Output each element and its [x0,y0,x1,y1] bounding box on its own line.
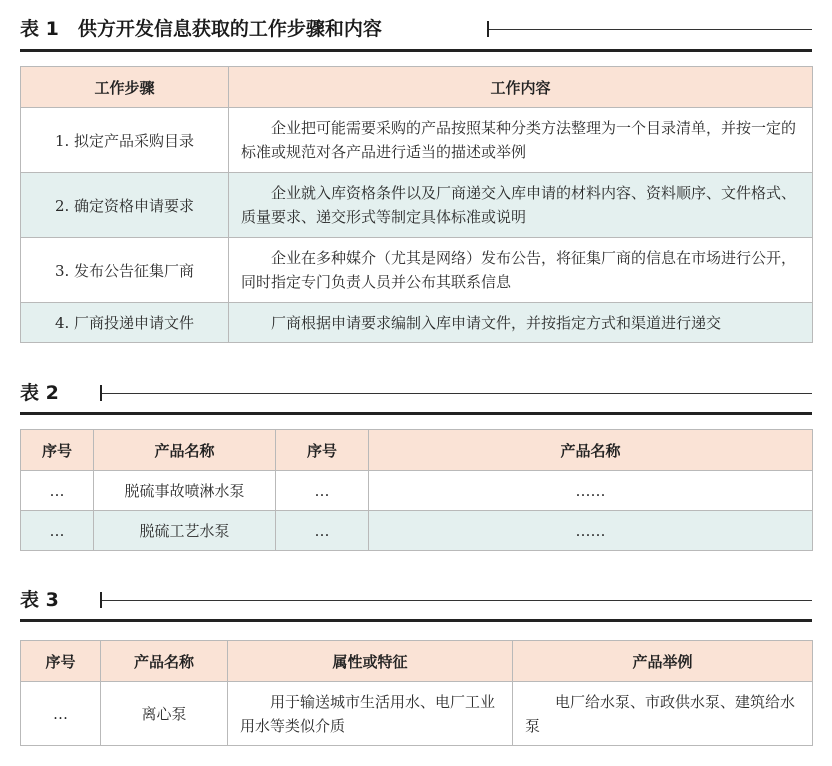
table3-cell: 用于输送城市生活用水、电厂工业用水等类似介质 [228,682,513,746]
table1-section [20,14,812,332]
table2-cell: … [276,511,369,551]
table3-header-row [21,641,813,682]
table3-title: 表 3 [20,589,59,611]
table3 [20,640,813,746]
table2-header-row [21,430,813,471]
table2-top-rule [20,412,812,415]
table2-header-name-2: 产品名称 [369,430,813,471]
table3-section [20,585,812,735]
table2-cell: … [21,511,94,551]
table3-cell: 离心泵 [101,682,228,746]
table1-header-content: 工作内容 [229,67,813,108]
table1-content-cell: 企业就入库资格条件以及厂商递交入库申请的材料内容、资料顺序、文件格式、质量要求、递交形式等制定具体标准或说明 [229,173,813,238]
table-row [21,173,813,238]
table1 [20,66,813,343]
table2-cell: … [21,471,94,511]
table2-title: 表 2 [20,382,59,404]
table1-step-cell: 2. 确定资格申请要求 [21,173,229,238]
table3-title-row [20,585,812,615]
table1-content-cell: 企业在多种媒介（尤其是网络）发布公告，将征集厂商的信息在市场进行公开，同时指定专门负责人员并公布其联系信息 [229,238,813,303]
table3-title-rule [102,600,812,601]
table2-title-rule [102,393,812,394]
table3-header-index: 序号 [21,641,101,682]
table1-header-step: 工作步骤 [21,67,229,108]
table2-cell: … [276,471,369,511]
table2-cell: 脱硫事故喷淋水泵 [94,471,276,511]
table2-cell: …… [369,471,813,511]
table-row [21,108,813,173]
table1-title-rule [489,29,812,30]
table3-top-rule [20,619,812,622]
table3-header-example: 产品举例 [513,641,813,682]
table1-step-cell: 3. 发布公告征集厂商 [21,238,229,303]
table1-content-cell: 厂商根据申请要求编制入库申请文件，并按指定方式和渠道进行递交 [229,303,813,343]
table1-title-row [20,14,812,44]
table2-cell: …… [369,511,813,551]
table-row [21,511,813,551]
table1-content-cell: 企业把可能需要采购的产品按照某种分类方法整理为一个目录清单，并按一定的标准或规范对各产品进行适当的描述或举例 [229,108,813,173]
table-row [21,471,813,511]
table2-header-index-1: 序号 [21,430,94,471]
table3-cell: … [21,682,101,746]
table1-top-rule [20,49,812,52]
table1-header-row [21,67,813,108]
table3-cell: 电厂给水泵、市政供水泵、建筑给水泵 [513,682,813,746]
table2-section [20,378,812,540]
table2 [20,429,813,551]
table3-header-attribute: 属性或特征 [228,641,513,682]
table2-header-name-1: 产品名称 [94,430,276,471]
table1-step-cell: 1. 拟定产品采购目录 [21,108,229,173]
table-row [21,238,813,303]
table2-title-row [20,378,812,408]
table-row [21,303,813,343]
table2-cell: 脱硫工艺水泵 [94,511,276,551]
table1-title: 表 1 供方开发信息获取的工作步骤和内容 [20,18,382,40]
table1-step-cell: 4. 厂商投递申请文件 [21,303,229,343]
table3-header-name: 产品名称 [101,641,228,682]
table-row [21,682,813,746]
table2-header-index-2: 序号 [276,430,369,471]
